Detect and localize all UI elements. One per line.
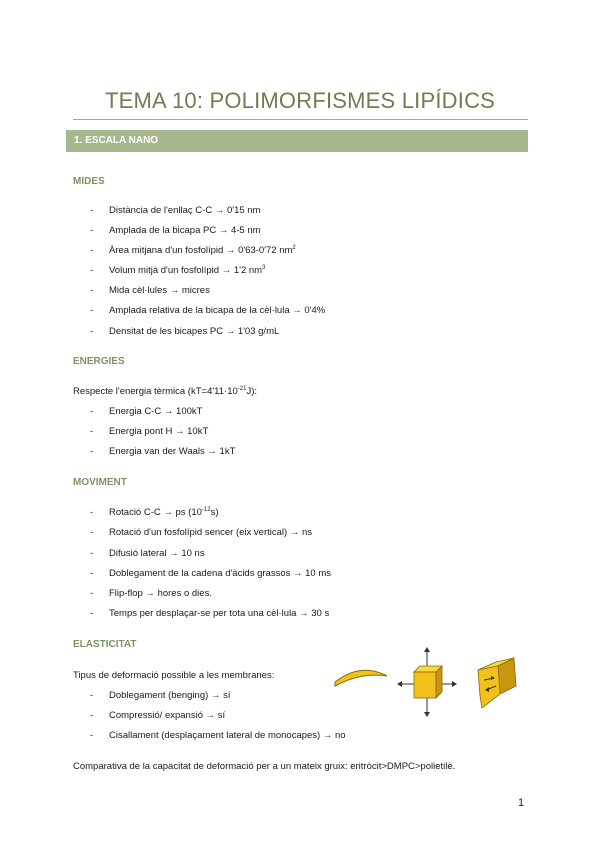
bullet-marker: - <box>90 285 94 296</box>
list-item <box>90 305 326 316</box>
section-title: 1. ESCALA NANO <box>74 135 159 146</box>
list-item-text: Energia pont H → 10kT <box>109 426 209 437</box>
bullet-marker: - <box>90 225 94 236</box>
bullet-marker: - <box>90 426 94 437</box>
bullet-marker: - <box>90 205 94 216</box>
bullet-marker: - <box>90 548 94 559</box>
bullet-marker: - <box>90 305 94 316</box>
bending-figure <box>332 664 390 690</box>
list-item <box>90 507 219 518</box>
list-item <box>90 588 212 599</box>
list-item-text: Difusió lateral → 10 ns <box>109 548 205 559</box>
bullet-marker: - <box>90 326 94 337</box>
list-item <box>90 406 203 417</box>
list-item-text: Compressió/ expansió → sí <box>109 710 226 721</box>
list-item <box>90 245 296 256</box>
list-item <box>90 446 236 457</box>
list-item-text: Densitat de les bicapes PC → 1'03 g/mL <box>109 326 280 337</box>
heading-elasticitat: ELASTICITAT <box>73 639 137 650</box>
list-item-text: Amplada relativa de la bicapa de la cèl·lula → 0'4% <box>109 305 326 316</box>
list-item <box>90 730 346 741</box>
conclusion-text: Comparativa de la capacitat de deformació per a un mateix gruix: eritròcit>DMPC>polietilè. <box>73 761 456 772</box>
list-item-text: Temps per desplaçar-se per tota una cèl·lula → 30 s <box>109 608 330 619</box>
bullet-marker: - <box>90 446 94 457</box>
bullet-marker: - <box>90 507 94 518</box>
shear-figure <box>474 656 520 710</box>
list-item <box>90 527 312 538</box>
list-item <box>90 548 205 559</box>
superscript: -12 <box>201 507 211 513</box>
list-item-text: Flip-flop → hores o dies. <box>109 588 212 599</box>
superscript: -21 <box>237 386 247 392</box>
list-item-text: Distància de l'enllaç C-C → 0'15 nm <box>109 205 261 216</box>
list-item <box>90 265 266 276</box>
bullet-marker: - <box>90 527 94 538</box>
list-item-text: Doblegament de la cadena d'àcids grassos → 10 ms <box>109 568 332 579</box>
list-item <box>90 690 231 701</box>
list-item <box>90 608 330 619</box>
bullet-marker: - <box>90 730 94 741</box>
list-item-text: Volum mitjà d'un fosfolípid → 1'2 $nm^3$ <box>109 265 266 276</box>
list-item-text: Doblegament (benging) → sí <box>109 690 231 701</box>
title-underline <box>73 119 528 120</box>
section-header <box>66 130 528 152</box>
list-item <box>90 326 280 337</box>
heading-moviment: MOVIMENT <box>73 477 127 488</box>
elasticitat-intro: Tipus de deformació possible a les membranes: <box>73 670 275 681</box>
bullet-marker: - <box>90 568 94 579</box>
list-item <box>90 568 332 579</box>
list-item <box>90 710 226 721</box>
list-item-text: Cisallament (desplaçament lateral de monocapes) → no <box>109 730 346 741</box>
bullet-marker: - <box>90 710 94 721</box>
page-title: TEMA 10: POLIMORFISMES LIPÍDICS <box>104 88 496 113</box>
bullet-marker: - <box>90 265 94 276</box>
heading-energies: ENERGIES <box>73 356 125 367</box>
bullet-marker: - <box>90 690 94 701</box>
list-item <box>90 225 261 236</box>
energies-intro: Respecte l'energia tèrmica $(kT=4'11\cdot 10^{-21}J)$: <box>73 386 257 397</box>
list-item <box>90 205 261 216</box>
list-item-text: Mida cèl·lules → micres <box>109 285 210 296</box>
list-item-text: Rotació C-C → ps $(10^{-12}s)$ <box>109 507 219 518</box>
list-item-text: Energia C-C → 100kT <box>109 406 203 417</box>
superscript: 3 <box>262 265 266 271</box>
list-item <box>90 426 209 437</box>
bullet-marker: - <box>90 608 94 619</box>
bullet-marker: - <box>90 406 94 417</box>
list-item-text: Rotació d'un fosfolípid sencer (eix vertical) → ns <box>109 527 312 538</box>
list-item-text: Àrea mitjana d'un fosfolípid → 0'63-0'72 $nm^2$ <box>109 245 296 256</box>
list-item-text: Energia van der Waals → 1kT <box>109 446 236 457</box>
list-item-text: Amplada de la bicapa PC → 4-5 nm <box>109 225 261 236</box>
compression-figure <box>396 646 458 718</box>
page-number: 1 <box>518 797 525 809</box>
heading-mides: MIDES <box>73 176 105 187</box>
bullet-marker: - <box>90 245 94 256</box>
bullet-marker: - <box>90 588 94 599</box>
list-item <box>90 285 210 296</box>
superscript: 2 <box>292 245 296 251</box>
